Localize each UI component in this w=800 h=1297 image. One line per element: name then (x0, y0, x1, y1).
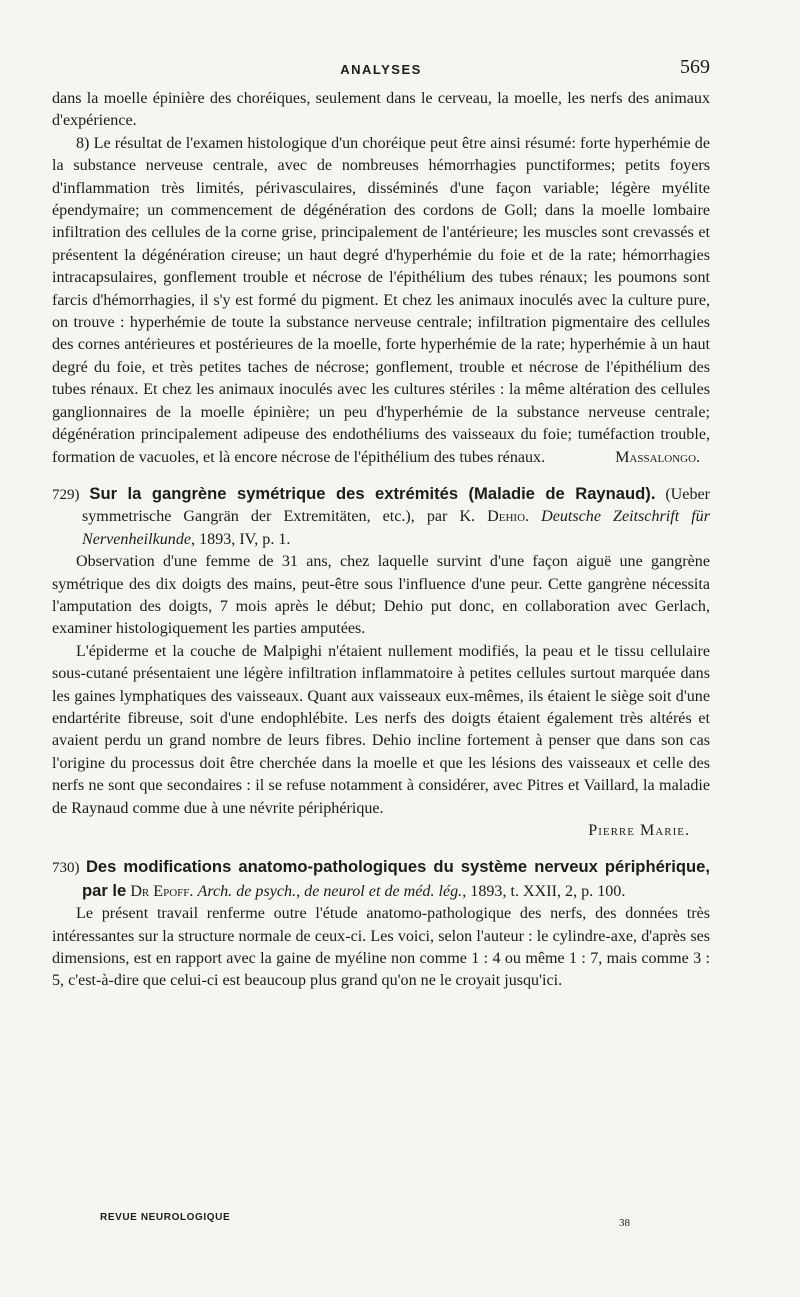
entry-729-citation: 1893, IV, p. 1. (199, 530, 291, 548)
entry-730-author: Dr Epoff. (130, 882, 194, 900)
signature-pierre-marie: Pierre Marie. (588, 822, 690, 839)
intro-paragraph-8 (52, 133, 710, 469)
entry-729-title: Sur la gangrène symétrique des extrémités (Maladie de Raynaud). (89, 483, 656, 503)
page-body (52, 88, 710, 993)
page-header (52, 56, 710, 86)
entry-730-citation: 1893, t. XXII, 2, p. 100. (470, 882, 626, 900)
entry-729-number: 729) (52, 486, 80, 503)
entry-729 (52, 483, 710, 843)
running-title: ANALYSES (340, 62, 422, 77)
entry-729-paragraph-2: L'épiderme et la couche de Malpighi n'étaient nullement modifiés, la peau et le tissu cellulaire sous-cutané présentaient une légère infiltration inflammatoire à petites cellules surtout marquée dans les gaines lymphatiques des vaisseaux. Quant aux vaisseaux eux-mêmes, ils étaient le siège soit d'une endartérite fibreuse, soit d'une endophlébite. Les nerfs des doigts étaient également très altérés et avaient perdu un grand nombre de leurs fibres. Dehio incline fortement à penser que dans son cas l'origine du processus doit être cherchée dans la moelle et que les lésions des vaisseaux et celle des nerfs ne sont que secondaires : il se refuse notamment à considérer, avec Pitres et Vaillard, la maladie de Raynaud comme due à une névrite périphérique. (52, 642, 710, 817)
signature-massalongo: Massalongo. (615, 448, 701, 466)
intro-paragraph-8-text: 8) Le résultat de l'examen histologique d'un choréique peut être ainsi résumé: forte hyperhémie de la substance nerveuse centrale, avec de nombreuses hémorrhagies punctiformes; petits foyers d'inflammation très limités, périvasculaires, disséminés d'une façon variable; légère myélite épendymaire; un commencement de dégénération des cordons de Goll; dans la moelle lombaire infiltration des cellules de la corne grise, principalement de l'antérieure; les muscles sont crevassés et présentent la dégénération cireuse; un haut degré d'hyperhémie du foie et de la rate; hémorrhagies intracapsulaires, gonflement trouble et nécrose de l'épithélium des tubes rénaux; les poumons sont farcis d'hémorrhagies, il s'y est formé du pigment. Et chez les animaux inoculés avec la culture pure, on trouve : hyperhémie de toute la substance nerveuse centrale; infiltration pigmentaire des cellules des cornes antérieures et postérieures de la moelle, forte hyperhémie de la rate; hyperhémie à un haut degré du foie, et très petites taches de nécrose; gonflement, trouble et nécrose de l'épithélium des tubes rénaux. Et chez les animaux inoculés avec les cultures stériles : la même altération des cellules ganglionnaires de la moelle épinière; un peu d'hyperhémie de la substance nerveuse centrale; dégénération principalement adipeuse des endothéliums des vaisseaux du foie; tuméfaction trouble, formation de vacuoles, et là encore nécrose de l'épithélium des tubes rénaux. (52, 134, 710, 466)
entry-730-paragraph-1: Le présent travail renferme outre l'étude anatomo-pathologique des nerfs, des données très intéressantes sur la structure normale de ceux-ci. Les voici, selon l'auteur : le cylindre-axe, d'après ses dimensions, est en rapport avec la gaine de myéline non comme 1 : 4 ou même 1 : 7, mais comme 3 : 5, c'est-à-dire que celui-ci est beaucoup plus grand qu'on ne le croyait jusqu'ici. (52, 905, 710, 990)
entry-730-number: 730) (52, 860, 80, 877)
entry-729-paragraph-1: Observation d'une femme de 31 ans, chez laquelle survint d'une façon aiguë une gangrène symétrique des dix doigts des mains, peut-être sous l'influence d'une peur. Cette gangrène nécessita l'amputation des doigts, 7 mois après le début; Dehio put donc, en collaboration avec Gerlach, examiner histologiquement les parties amputées. (52, 553, 710, 638)
entry-730-journal: Arch. de psych., de neurol et de méd. lég., (197, 882, 467, 900)
entry-729-subtitle: (Ueber symmetrische Gangrän der Extremitäten, etc.), par (82, 485, 711, 526)
entry-729-journal: Deutsche Zeitschrift für Nervenheilkunde, (82, 508, 710, 548)
entry-730 (52, 856, 710, 992)
intro-paragraph-continuation: dans la moelle épinière des choréiques, seulement dans le cerveau, la moelle, les nerfs des animaux d'expérience. (52, 90, 710, 130)
footer-journal-name: REVUE NEUROLOGIQUE (100, 1212, 231, 1223)
page-footer (100, 1212, 630, 1234)
entry-729-author: K. Dehio. (459, 508, 530, 526)
entry-729-heading (52, 483, 710, 551)
entry-730-heading (52, 856, 710, 903)
entry-730-title: Des modifications anatomo-pathologiques du système nerveux périphérique, par le (82, 857, 710, 900)
page-number: 569 (680, 56, 710, 78)
footer-signature-mark: 38 (619, 1217, 630, 1229)
